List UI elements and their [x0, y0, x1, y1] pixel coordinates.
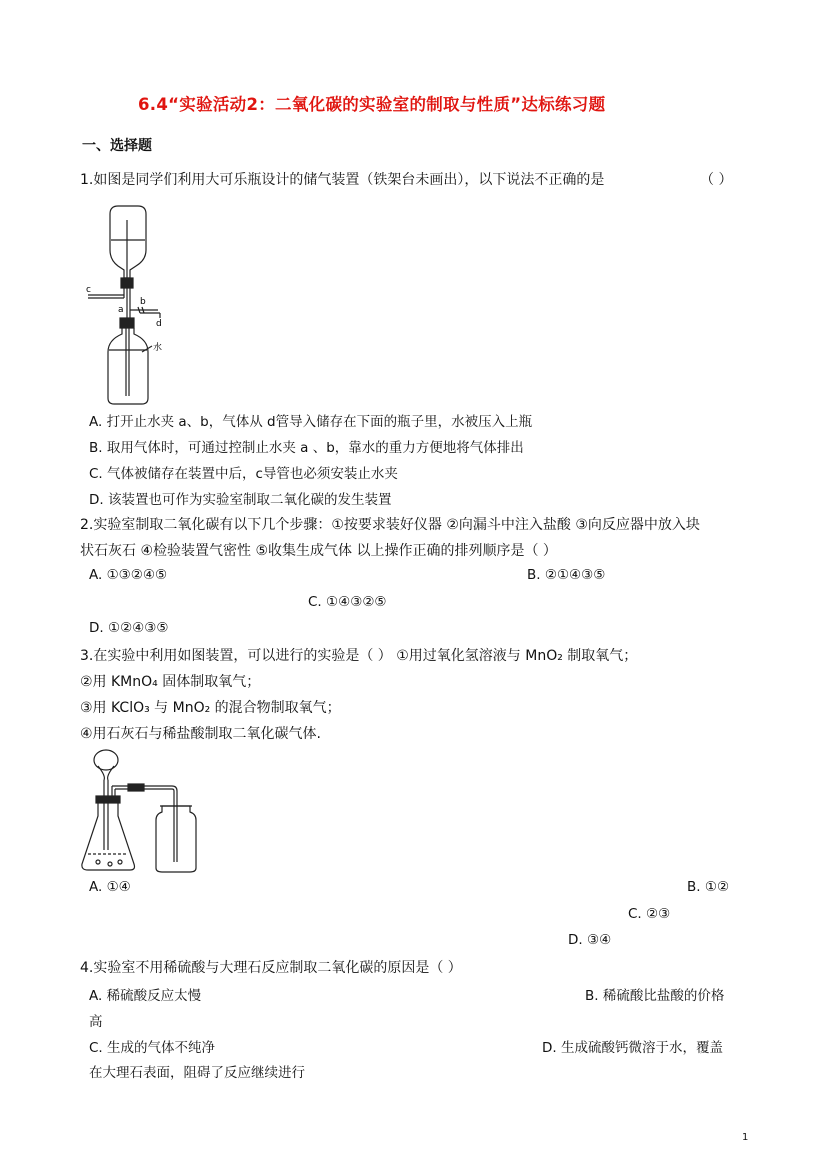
q1-stem: 1.如图是同学们利用大可乐瓶设计的储气装置（铁架台未画出），以下说法不正确的是 [80, 172, 605, 188]
label-b: b [140, 297, 146, 307]
page-title: 6.4“实验活动2：二氧化碳的实验室的制取与性质”达标练习题 [138, 95, 606, 114]
q1-option-b: B. 取用气体时，可通过控制止水夹 a 、b，靠水的重力方便地将气体排出 [89, 440, 524, 456]
label-a: a [118, 305, 124, 315]
q2-stem-line2: 状石灰石 ④检验装置气密性 ⑤收集生成气体 以上操作正确的排列顺序是（ ） [80, 543, 557, 559]
q3-stem-line4: ④用石灰石与稀盐酸制取二氧化碳气体. [80, 726, 321, 742]
label-water: 水 [153, 343, 163, 353]
q3-apparatus-figure [78, 746, 208, 876]
q3-option-b: B. ①② [687, 879, 730, 895]
q4-option-d: D. 生成硫酸钙微溶于水，覆盖 [542, 1040, 723, 1056]
q4-option-d-cont: 在大理石表面，阻碍了反应继续进行 [89, 1065, 305, 1081]
q1-option-c: C. 气体被储存在装置中后，c导管也必须安装止水夹 [89, 466, 398, 482]
q4-option-b: B. 稀硫酸比盐酸的价格 [585, 988, 725, 1004]
q4-option-a: A. 稀硫酸反应太慢 [89, 988, 202, 1004]
label-c: c [86, 285, 91, 295]
q3-stem-line2: ②用 KMnO₄ 固体制取氧气； [80, 674, 261, 690]
q3-option-c: C. ②③ [628, 906, 671, 922]
q3-option-d: D. ③④ [568, 932, 612, 948]
q2-option-b: B. ②①④③⑤ [527, 567, 606, 583]
q2-stem-line1: 2.实验室制取二氧化碳有以下几个步骤：①按要求装好仪器 ②向漏斗中注入盐酸 ③向反应器中放入块 [80, 517, 700, 533]
q1-apparatus-figure [80, 200, 190, 410]
q4-option-c: C. 生成的气体不纯净 [89, 1040, 216, 1056]
q1-option-a: A. 打开止水夹 a、b，气体从 d管导入储存在下面的瓶子里，水被压入上瓶 [89, 414, 533, 430]
page-number: 1 [742, 1132, 749, 1143]
q1-answer-paren: （ ） [700, 172, 733, 188]
label-d: d [156, 319, 162, 329]
q4-stem: 4.实验室不用稀硫酸与大理石反应制取二氧化碳的原因是（ ） [80, 960, 462, 976]
q2-option-a: A. ①③②④⑤ [89, 567, 168, 583]
q3-stem-line3: ③用 KClO₃ 与 MnO₂ 的混合物制取氧气； [80, 700, 341, 716]
section-heading: 一、选择题 [82, 138, 152, 154]
q1-option-d: D. 该装置也可作为实验室制取二氧化碳的发生装置 [89, 492, 392, 508]
q3-option-a: A. ①④ [89, 879, 131, 895]
q2-option-c: C. ①④③②⑤ [308, 594, 387, 610]
q2-option-d: D. ①②④③⑤ [89, 620, 169, 636]
q4-option-b-cont: 高 [89, 1014, 103, 1030]
q3-stem-line1: 3.在实验中利用如图装置，可以进行的实验是（ ） ①用过氧化氢溶液与 MnO₂ 制取氧气； [80, 648, 638, 664]
